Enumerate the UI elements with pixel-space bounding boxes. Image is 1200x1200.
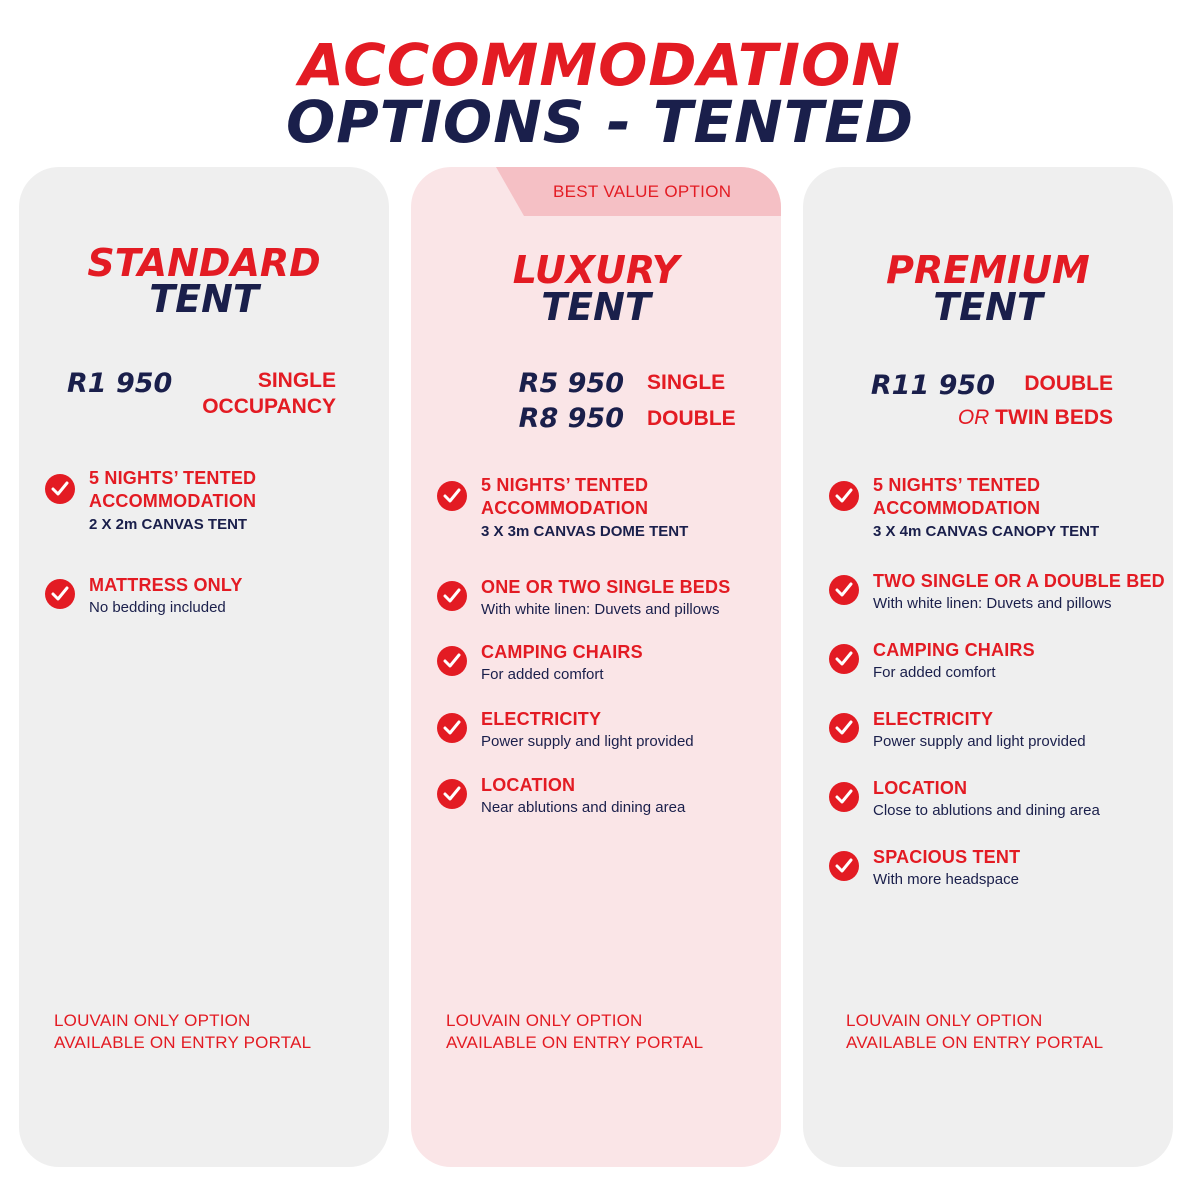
feature-title: ACCOMMODATION [89,491,257,512]
feature-item [437,641,777,685]
occupancy-line: DOUBLE [1024,372,1113,395]
feature-subtitle: 3 X 3m CANVAS DOME TENT [481,522,689,540]
card-footer [54,1010,311,1054]
feature-subtitle: 2 X 2m CANVAS TENT [89,515,248,533]
footer-line: LOUVAIN ONLY OPTION [446,1011,643,1030]
occupancy-line: SINGLE [647,371,726,394]
occupancy-line: DOUBLE [647,407,736,431]
footer-line: LOUVAIN ONLY OPTION [846,1011,1043,1030]
occupancy-line: TWIN BEDS [995,406,1113,430]
check-circle-icon [45,579,75,609]
feature-subtitle: 3 X 4m CANVAS CANOPY TENT [873,522,1100,540]
price-single: R1 950 [67,368,173,399]
page-title: ACCOMMODATION [299,31,901,99]
tent-type: TENT [541,285,651,329]
feature-title: 5 NIGHTS’ TENTED [481,475,649,495]
feature-subtitle: No bedding included [89,599,226,617]
feature-title: 5 NIGHTS’ TENTED [873,475,1041,495]
feature-subtitle: For added comfort [873,664,996,682]
tent-type: TENT [149,277,259,321]
feature-item [829,639,1169,683]
occupancy [647,370,736,433]
occupancy-line: OCCUPANCY [202,395,336,419]
check-circle-icon [829,575,859,605]
occupancy [958,371,1113,432]
feature-title: ELECTRICITY [873,709,994,729]
feature-title: ACCOMMODATION [873,498,1041,519]
price-single: R5 950 [518,368,624,399]
premium-tent-card [803,167,1173,1167]
check-circle-icon [829,713,859,743]
footer-line: AVAILABLE ON ENTRY PORTAL [846,1033,1104,1053]
card-footer [446,1010,703,1054]
feature-item [829,777,1169,821]
feature-title: LOCATION [873,778,968,798]
feature-item [437,474,777,542]
tent-name: STANDARD [87,241,321,285]
feature-title: CAMPING CHAIRS [873,640,1035,660]
feature-title: ONE OR TWO SINGLE BEDS [481,577,731,597]
feature-title: SPACIOUS TENT [873,847,1021,867]
feature-item [45,467,385,535]
feature-subtitle: Power supply and light provided [873,733,1086,751]
check-circle-icon [829,481,859,511]
feature-item [45,574,385,618]
price-double: R8 950 [518,403,624,434]
footer-line: AVAILABLE ON ENTRY PORTAL [446,1033,704,1053]
feature-subtitle: Power supply and light provided [481,733,694,751]
feature-title: LOCATION [481,775,576,795]
tent-type: TENT [933,285,1043,329]
occupancy-line: SINGLE [257,369,336,392]
occupancy-or: OR [957,406,990,430]
occupancy [202,368,336,421]
feature-subtitle: For added comfort [481,666,604,684]
feature-item [437,708,777,752]
tent-name: PREMIUM [886,248,1090,292]
feature-subtitle: Near ablutions and dining area [481,799,686,817]
standard-tent-card [19,167,389,1167]
feature-title: ELECTRICITY [481,709,602,729]
footer-line: AVAILABLE ON ENTRY PORTAL [54,1033,312,1053]
check-circle-icon [45,474,75,504]
tent-name: LUXURY [512,248,680,292]
feature-item [437,576,777,620]
feature-title: MATTRESS ONLY [89,575,243,595]
check-circle-icon [437,779,467,809]
feature-title: 5 NIGHTS’ TENTED [89,468,257,488]
feature-item [829,570,1169,614]
feature-title: CAMPING CHAIRS [481,642,643,662]
check-circle-icon [437,646,467,676]
feature-subtitle: With white linen: Duvets and pillows [481,601,720,619]
price-double: R11 950 [870,370,995,401]
check-circle-icon [437,581,467,611]
best-value-badge: BEST VALUE OPTION [553,182,732,201]
feature-subtitle: With more headspace [873,871,1019,889]
luxury-tent-card [411,167,781,1167]
feature-subtitle: With white linen: Duvets and pillows [873,595,1112,613]
feature-item [437,774,777,818]
check-circle-icon [437,713,467,743]
feature-title: ACCOMMODATION [481,498,649,519]
feature-subtitle: Close to ablutions and dining area [873,802,1100,820]
check-circle-icon [829,782,859,812]
feature-item [829,846,1169,890]
feature-title: TWO SINGLE OR A DOUBLE BED [873,571,1165,591]
card-footer [846,1010,1103,1054]
check-circle-icon [437,481,467,511]
feature-item [829,474,1169,542]
footer-line: LOUVAIN ONLY OPTION [54,1011,251,1030]
check-circle-icon [829,851,859,881]
page-subtitle: OPTIONS - TENTED [285,88,915,156]
feature-item [829,708,1169,752]
check-circle-icon [829,644,859,674]
